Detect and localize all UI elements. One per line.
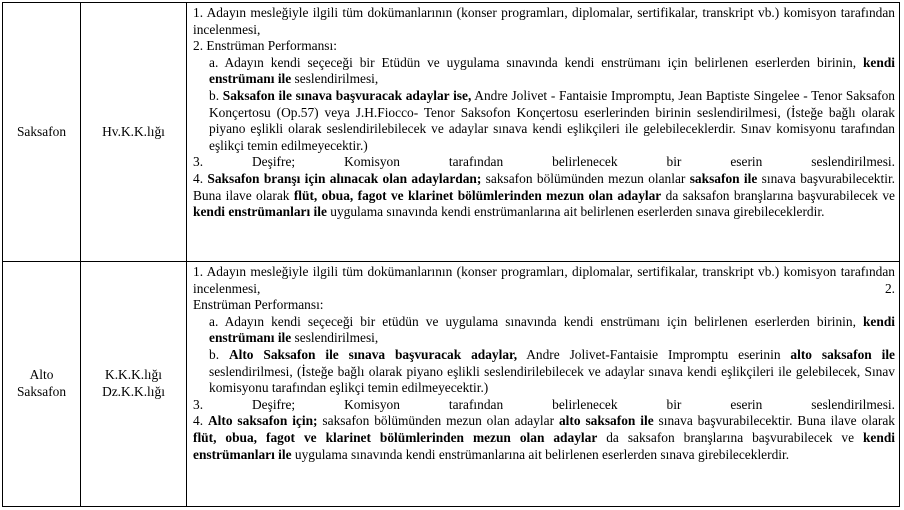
eligibility-bold-1: Saksafon branşı için alınacak olan adaylardan; (207, 170, 482, 186)
etude-item (193, 55, 895, 88)
eligibility-text-1: saksafon bölümünden mezun olan adaylar (317, 413, 559, 429)
etude-item (193, 314, 895, 347)
document-review-item (193, 264, 895, 297)
eligibility-bold-2: alto saksafon ile (558, 413, 654, 429)
requirements-table (2, 2, 900, 507)
repertoire-item (193, 347, 895, 397)
etude-bold-text: kendi enstrümanı ile (209, 313, 895, 346)
table-row (3, 262, 900, 507)
performance-heading: 2. Enstrüman Performansı: (193, 38, 337, 54)
instrument-name-cell (3, 262, 81, 507)
eligibility-item (193, 413, 895, 463)
eligibility-bold-3: flüt, obua, fagot ve klarinet bölümlerinden mezun olan adaylar (193, 429, 598, 445)
performance-heading: Enstrüman Performansı: (193, 297, 324, 313)
eligibility-bold-1: Alto saksafon için; (207, 413, 318, 429)
eligibility-text-3: da saksafon branşlarına başvurabilecek ve (661, 187, 895, 203)
repertoire-bold-text: Saksafon ile sınava başvuracak adaylar ise, (222, 87, 472, 103)
document-review-text: 1. Adayın mesleğiyle ilgili tüm dokümanlarının (konser programları, diplomalar, sertifikalar, transkript vb.) komisyon tarafından incelenmesi, (193, 264, 895, 296)
command-code-cell (81, 3, 187, 262)
instrument-name: Saksafon (16, 123, 67, 139)
document-review-item: 1. Adayın mesleğiyle ilgili tüm dokümanlarının (konser programları, diplomalar, sertifikalar, transkript vb.) komisyon tarafından incelenmesi, (193, 5, 895, 37)
etude-text: a. Adayın kendi seçeceği bir etüdün ve uygulama sınavında kendi enstrümanı için belirlenen eserlerden birinin, (209, 313, 863, 329)
eligibility-text-2: sınava başvurabilecektir. Buna ilave olarak (653, 413, 895, 429)
repertoire-bold-text-2: alto saksafon ile (790, 346, 895, 362)
instrument-name: Alto Saksafon (16, 367, 67, 399)
command-code: K.K.K.lığı (105, 367, 162, 383)
eligibility-bold-4: kendi enstrümanları ile (193, 429, 895, 462)
requirements-description-cell (187, 3, 900, 262)
etude-text-end: seslendirilmesi, (291, 71, 379, 87)
eligibility-item (193, 171, 895, 221)
eligibility-bold-2: saksafon ile (689, 170, 758, 186)
eligibility-text-1: saksafon bölümünden mezun olanlar (481, 170, 690, 186)
repertoire-text: Andre Jolivet - Fantaisie Impromptu, Jean Baptiste Singelee - Tenor Saksafon Konçertosu (Op.57) veya J.H.Fiocco- Tenor Saksofon Konçertosu eserlerinden birinin seslendirilmesi, (İsteğe bağlı olarak piyano eşlikli olarak seslendirilebilecek ve adaylar sınava kendi eşlikçileri ile gelebileceklerdir. Sınav komisyonu tarafından eşlikçi temin edilmeyecektir.) (209, 87, 896, 153)
repertoire-prefix: b. (209, 346, 229, 362)
table-row (3, 3, 900, 262)
eligibility-bold-3: flüt, obua, fagot ve klarinet bölümlerinden mezun olan adaylar (293, 187, 662, 203)
repertoire-prefix: b. (209, 87, 223, 103)
command-code-cell (81, 262, 187, 507)
eligibility-text-4: uygulama sınavında kendi enstrümanlarına ait belirlenen eserlerden sınava girebileceklerdir. (326, 204, 825, 220)
eligibility-text-3: da saksafon branşlarına başvurabilecek ve (597, 429, 863, 445)
sight-reading-item: 3. Deşifre; Komisyon tarafından belirlenecek bir eserin seslendirilmesi. (193, 154, 895, 170)
repertoire-text: Andre Jolivet-Fantaisie Impromptu eserinin (517, 346, 791, 362)
eligibility-text-2: sınava başvurabilecektir. Buna ilave olarak (193, 170, 896, 203)
repertoire-item (193, 88, 895, 154)
eligibility-prefix: 4. (193, 413, 208, 429)
requirements-description-cell (187, 262, 900, 507)
sight-reading-item: 3. Deşifre; Komisyon tarafından belirlenecek bir eserin seslendirilmesi. (193, 396, 895, 412)
repertoire-text-end: seslendirilmesi, (İsteğe bağlı olarak piyano eşlikli seslendirilebilecek ve adaylar sınava kendi eşlikçileri ile gelebilecek, Sınav komisyonu tarafından eşlikçi temin edilmeyecektir.) (209, 363, 895, 396)
etude-text-end: seslendirilmesi, (291, 330, 379, 346)
command-code: Dz.K.K.lığı (102, 384, 165, 399)
eligibility-prefix: 4. (193, 170, 208, 186)
repertoire-bold-text: Alto Saksafon ile sınava başvuracak adaylar, (228, 346, 518, 362)
etude-bold-text: kendi enstrümanı ile (209, 54, 895, 87)
command-code: Hv.K.K.lığı (102, 123, 165, 139)
eligibility-bold-4: kendi enstrümanları ile (193, 204, 327, 220)
item-number: 2. (884, 280, 895, 296)
eligibility-text-4: uygulama sınavında kendi enstrümanlarına ait belirlenen eserlerden sınava girebileceklerdir. (291, 446, 790, 462)
etude-text: a. Adayın kendi seçeceği bir Etüdün ve uygulama sınavında kendi enstrümanı için belirlenen eserlerden birinin, (209, 54, 863, 70)
instrument-name-cell (3, 3, 81, 262)
